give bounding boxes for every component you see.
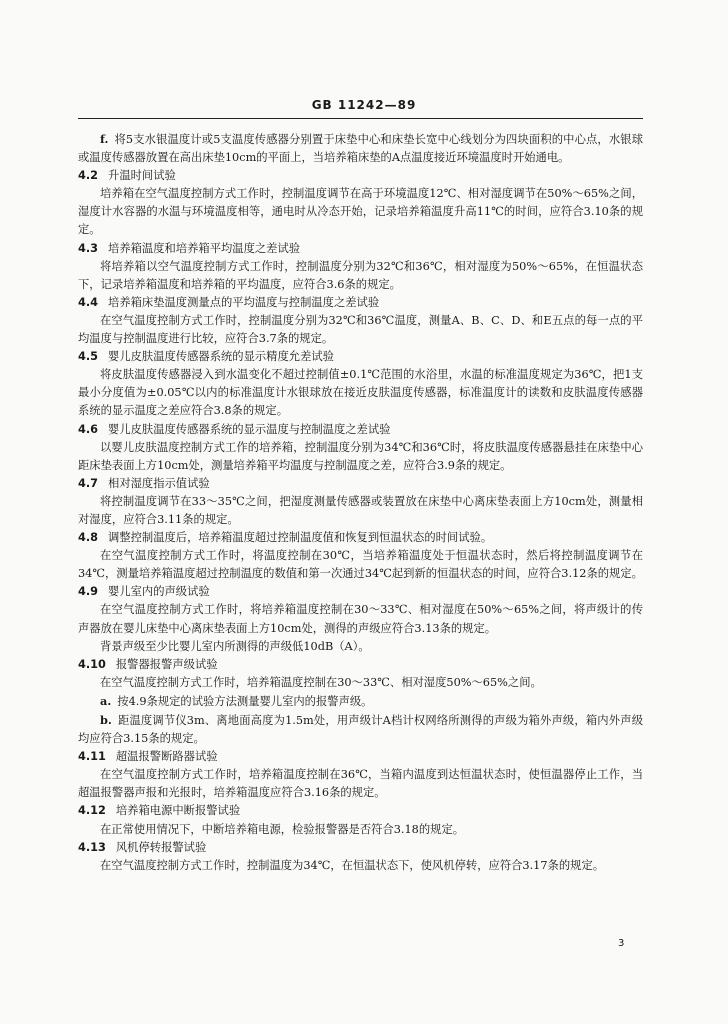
standard-number-header: GB 11242—89	[311, 98, 417, 112]
section-title: 报警器报警声级试验	[115, 657, 218, 671]
section-number: 4.3	[78, 241, 99, 255]
section-number: 4.4	[78, 295, 99, 309]
sub-item	[78, 692, 643, 711]
section-title: 培养箱电源中断报警试验	[115, 804, 241, 818]
section-heading	[78, 656, 643, 674]
section-number: 4.10	[78, 657, 106, 671]
section-title: 调整控制温度后，培养箱温度超过控制温度值和恢复到恒温状态的时间试验。	[108, 531, 493, 545]
section-heading	[78, 583, 643, 601]
section-heading	[78, 475, 643, 493]
section-title: 超温报警断路器试验	[115, 750, 218, 764]
section-number: 4.12	[78, 804, 106, 818]
section-title: 婴儿皮肤温度传感器系统的显示精度允差试验	[108, 350, 334, 364]
section-title: 升温时间试验	[108, 169, 176, 183]
section-heading	[78, 839, 643, 857]
section-heading	[78, 294, 643, 312]
section-number: 4.7	[78, 476, 99, 490]
section-paragraph: 在空气温度控制方式工作时，培养箱温度控制在30～33℃、相对湿度50%～65%之间。	[100, 675, 542, 689]
section-heading	[78, 421, 643, 439]
section-title: 培养箱温度和培养箱平均温度之差试验	[108, 241, 301, 255]
item-label: f.	[100, 132, 109, 146]
section-title: 风机停转报警试验	[115, 840, 207, 854]
sub-item-text: 按4.9条规定的试验方法测量婴儿室内的报警声级。	[117, 694, 373, 708]
section-title: 婴儿室内的声级试验	[108, 585, 210, 599]
section-title: 婴儿皮肤温度传感器系统的显示温度与控制温度之差试验	[108, 422, 391, 436]
section-number: 4.8	[78, 531, 99, 545]
section-number: 4.11	[78, 750, 106, 764]
sub-item-text: 距温度调节仪3m、离地面高度为1.5m处，用声级计A档计权网络所测得的声级为箱外声级，箱内外声级均应符合3.15条的规定。	[78, 714, 643, 746]
section-heading	[78, 167, 643, 185]
section-paragraph: 在空气温度控制方式工作时，将温度控制在30℃，当培养箱温度处于恒温状态时，然后将控制温度调节在34℃，测量培养箱温度超过控制温度的数值和第一次通过34℃起到新的恒温状态的时间，应符合3.12条的规定。	[78, 549, 643, 581]
section-paragraph: 培养箱在空气温度控制方式工作时，控制温度调节在高于环境温度12℃、相对湿度调节在50%～65%之间，湿度计水容器的水温与环境温度相等，通电时从冷态开始，记录培养箱温度升高11℃的时间，应符合3.10条的规定。	[78, 187, 643, 237]
sections-container	[78, 167, 643, 875]
page-number: 3	[618, 938, 625, 949]
item-text: 将5支水银温度计或5支温度传感器分别置于床垫中心和床垫长宽中心线划分为四块面积的中心点，水银球或温度传感器放置在高出床垫10cm的平面上，当培养箱床垫的A点温度接近环境温度时开始通电。	[78, 133, 643, 165]
section-heading	[78, 240, 643, 258]
section-number: 4.5	[78, 350, 99, 364]
page-content	[78, 130, 643, 875]
sub-item-label: b.	[100, 713, 112, 727]
section-paragraph: 将培养箱以空气温度控制方式工作时，控制温度分别为32℃和36℃，相对湿度为50%～65%，在恒温状态下，记录培养箱温度和培养箱的平均温度，应符合3.6条的规定。	[78, 259, 643, 291]
section-paragraph: 背景声级至少比婴儿室内所测得的声级低10dB（A）。	[100, 639, 370, 653]
section-paragraph: 在空气温度控制方式工作时，控制温度为34℃，在恒温状态下，使风机停转，应符合3.17条的规定。	[100, 858, 605, 872]
section-heading	[78, 348, 643, 366]
section-heading	[78, 802, 643, 820]
section-paragraph: 在空气温度控制方式工作时，将培养箱温度控制在30～33℃、相对湿度在50%～65%之间，将声级计的传声器放在婴儿床垫中心离床垫表面上方10cm处，测得的声级应符合3.13条的规定。	[78, 603, 643, 635]
section-paragraph: 在空气温度控制方式工作时，培养箱温度控制在36℃，当箱内温度到达恒温状态时，使恒温器停止工作，当超温报警器声报和光报时，培养箱温度应符合3.16条的规定。	[78, 768, 643, 800]
section-paragraph: 将皮肤温度传感器浸入到水温变化不超过控制值±0.1℃范围的水浴里，水温的标准温度规定为36℃，把1支最小分度值为±0.05℃以内的标准温度计水银球放在接近皮肤温度传感器，标准温度计的读数和皮肤温度传感器系统的显示温度之差应符合3.8条的规定。	[78, 368, 643, 418]
section-number: 4.13	[78, 840, 106, 854]
section-title: 相对湿度指示值试验	[108, 476, 210, 490]
sub-item	[78, 711, 643, 748]
header-rule	[78, 118, 643, 119]
section-paragraph: 在空气温度控制方式工作时，控制温度分别为32℃和36℃温度，测量A、B、C、D、和E五点的每一点的平均温度与控制温度进行比较，应符合3.7条的规定。	[78, 313, 643, 346]
section-paragraph: 以婴儿皮肤温度控制方式工作的培养箱，控制温度分别为34℃和36℃时，将皮肤温度传感器悬挂在床垫中心距床垫表面上方10cm处，测量培养箱平均温度与控制温度之差，应符合3.9条的规定。	[78, 440, 643, 472]
section-title: 培养箱床垫温度测量点的平均温度与控制温度之差试验	[108, 295, 380, 309]
sub-item-label: a.	[100, 693, 112, 708]
section-paragraph: 在正常使用情况下，中断培养箱电源，检验报警器是否符合3.18的规定。	[100, 822, 465, 836]
section-heading	[78, 529, 643, 547]
section-number: 4.6	[78, 422, 99, 436]
item-f	[78, 130, 643, 167]
section-number: 4.2	[78, 169, 99, 183]
section-number: 4.9	[78, 585, 99, 599]
section-heading	[78, 748, 643, 766]
section-paragraph: 将控制温度调节在33～35℃之间，把湿度测量传感器或装置放在床垫中心离床垫表面上方10cm处，测量相对湿度，应符合3.11条的规定。	[78, 494, 643, 526]
